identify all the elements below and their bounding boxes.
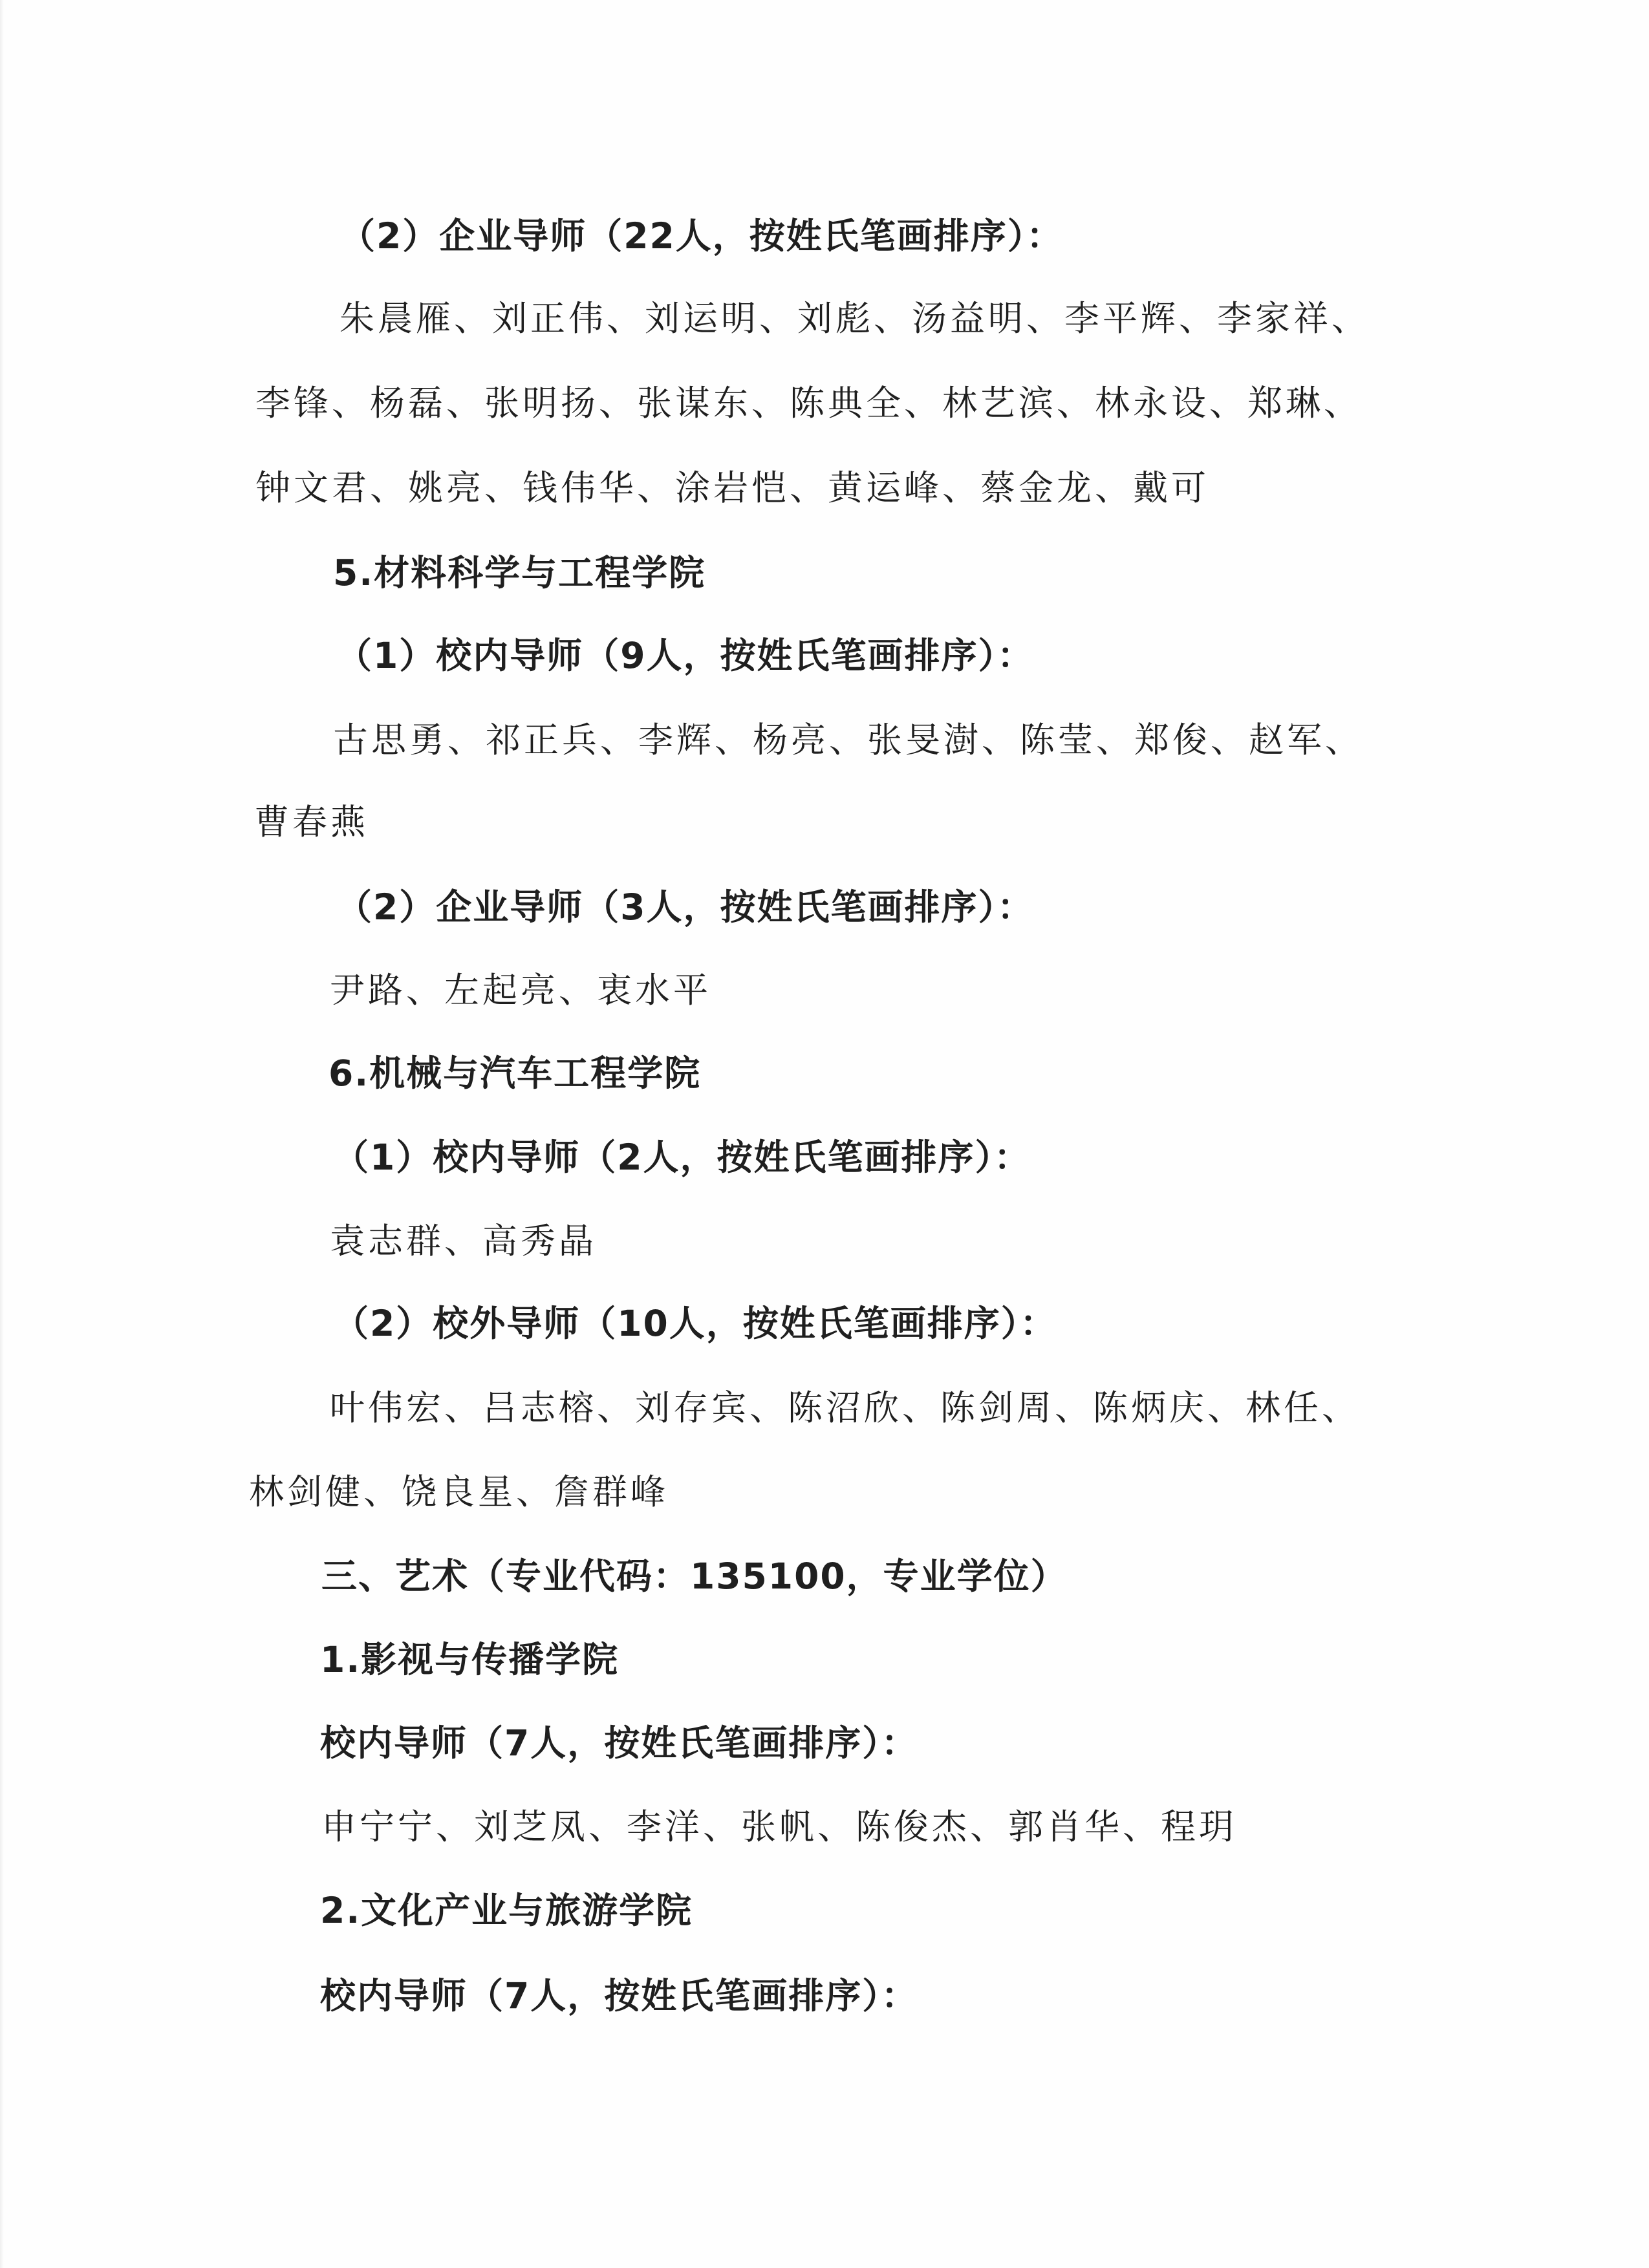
name-list-line: 袁志群、高秀晶 — [330, 1221, 597, 1261]
scan-left-edge — [0, 0, 4, 2268]
section-heading-materials: 5.材料科学与工程学院 — [333, 552, 706, 594]
name-list-line: 叶伟宏、吕志榕、刘存宾、陈沼欣、陈剑周、陈炳庆、林任、 — [330, 1387, 1360, 1428]
heading-internal-mentors-9: （1）校内导师（9人，按姓氏笔画排序）： — [336, 635, 1035, 676]
name-list-line: 朱晨雁、刘正伟、刘运明、刘彪、汤益明、李平辉、李家祥、 — [339, 298, 1370, 339]
name-list-line: 钟文君、姚亮、钱伟华、涂岩恺、黄运峰、蔡金龙、戴可 — [255, 467, 1209, 508]
heading-internal-mentors-7: 校内导师（7人，按姓氏笔画排序）： — [320, 1722, 918, 1764]
section-heading-film-media: 1.影视与传播学院 — [320, 1639, 620, 1680]
section-heading-culture-tourism: 2.文化产业与旅游学院 — [320, 1890, 693, 1931]
name-list-line: 申宁宁、刘芝凤、李洋、张帆、陈俊杰、郭肖华、程玥 — [321, 1806, 1237, 1847]
section-heading-art: 三、艺术（专业代码：135100，专业学位） — [321, 1556, 1068, 1597]
name-list-line: 尹路、左起亮、衷水平 — [330, 970, 711, 1011]
name-list-line: 李锋、杨磊、张明扬、张谋东、陈典全、林艺滨、林永设、郑琳、 — [255, 383, 1362, 423]
section-heading-mechanical: 6.机械与汽车工程学院 — [329, 1053, 702, 1094]
name-list-line: 古思勇、祁正兵、李辉、杨亮、张旻澍、陈莹、郑俊、赵军、 — [333, 720, 1363, 760]
heading-enterprise-mentors-3: （2）企业导师（3人，按姓氏笔画排序）： — [336, 886, 1035, 928]
heading-internal-mentors-2: （1）校内导师（2人，按姓氏笔画排序）： — [333, 1137, 1031, 1178]
name-list-line: 林剑健、饶良星、詹群峰 — [249, 1471, 669, 1512]
name-list-line: 曹春燕 — [254, 802, 369, 842]
heading-external-mentors-10: （2）校外导师（10人，按姓氏笔画排序）： — [333, 1303, 1057, 1344]
heading-internal-mentors-7-b: 校内导师（7人，按姓氏笔画排序）： — [320, 1975, 918, 2017]
heading-enterprise-mentors-22: （2）企业导师（22人，按姓氏笔画排序）： — [339, 215, 1064, 257]
